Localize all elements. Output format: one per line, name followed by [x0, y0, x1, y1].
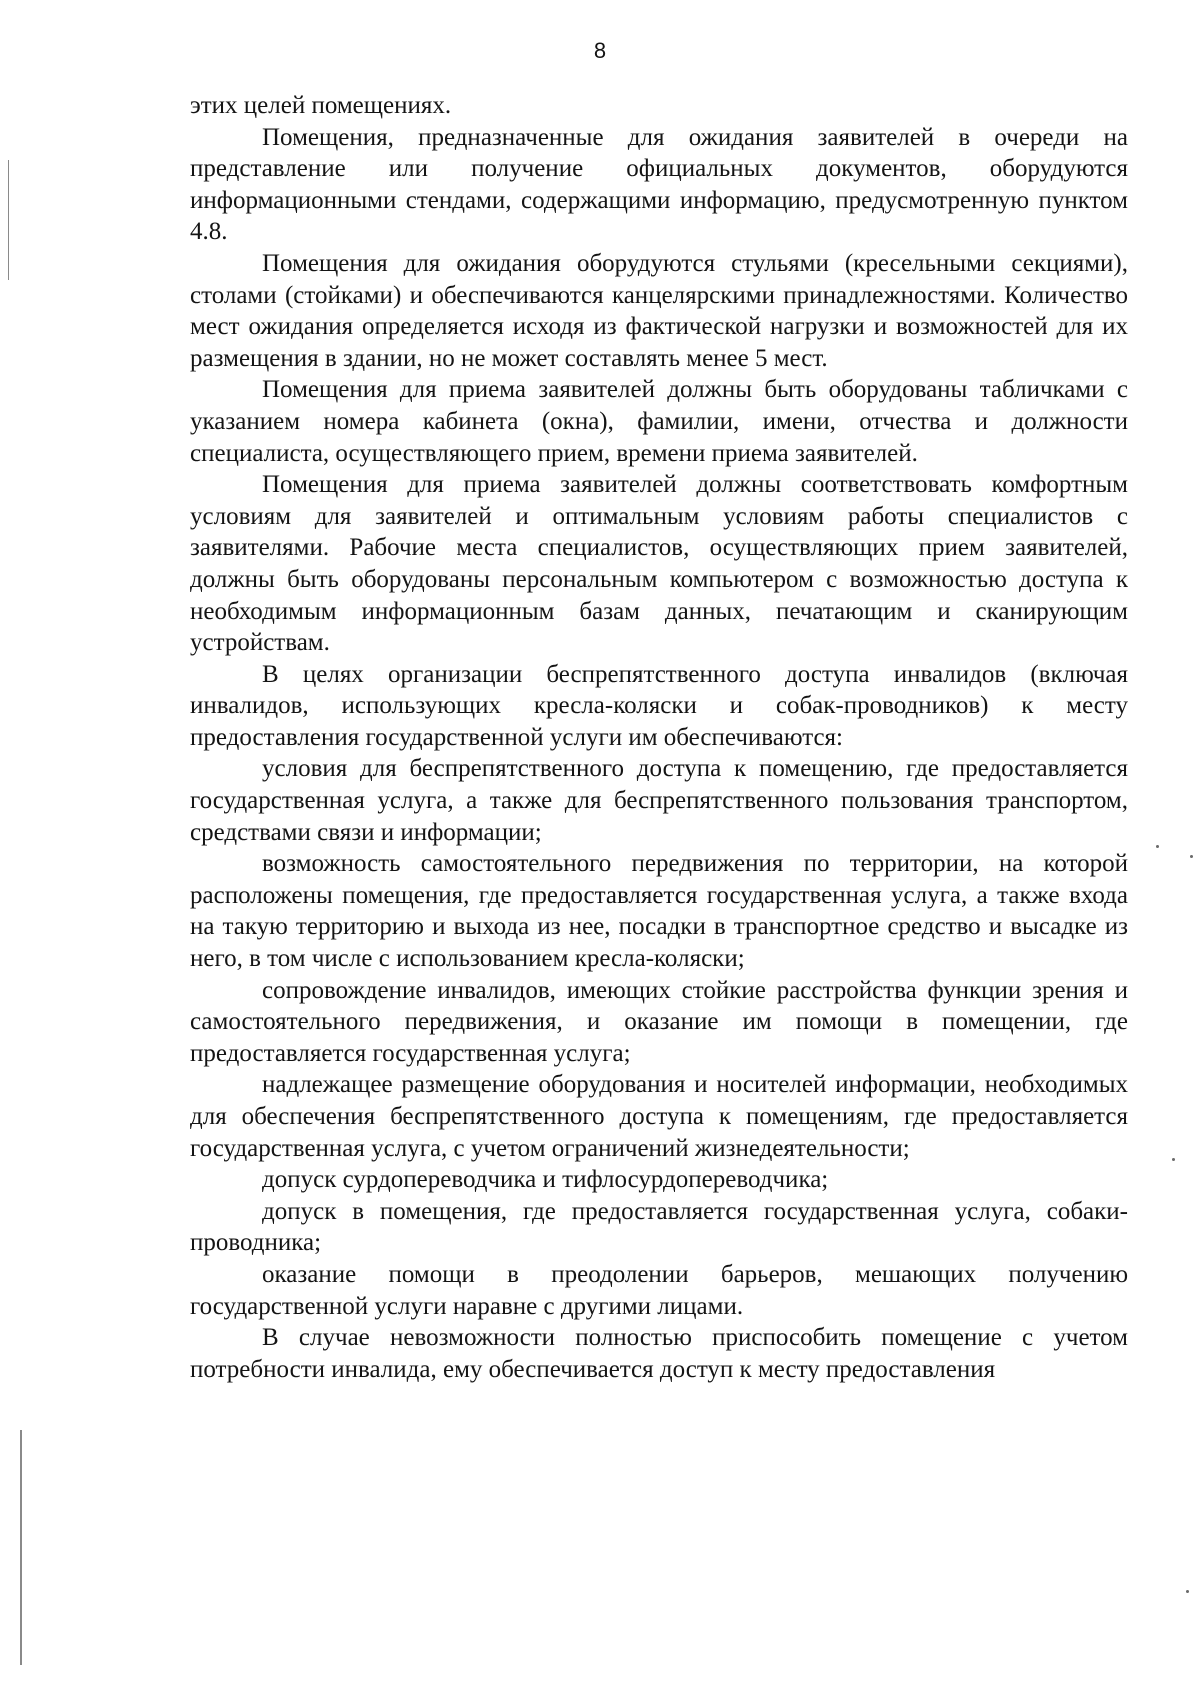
scan-speck: [1186, 1590, 1189, 1593]
paragraph: Помещения, предназначенные для ожидания заявителей в очереди на представление или получение официальных документов, оборудуются информационными стендами, содержащими информацию, предусмотренную пунктом 4.8.: [190, 123, 1128, 246]
paragraph: сопровождение инвалидов, имеющих стойкие расстройства функции зрения и самостоятельного передвижения, и оказание им помощи в помещении, где предоставляется государственная услуга;: [190, 976, 1128, 1067]
scan-margin-line-lower: [20, 1430, 22, 1665]
paragraph: этих целей помещениях.: [190, 92, 452, 119]
scan-speck: [1156, 845, 1159, 848]
scan-speck: [1172, 1158, 1175, 1161]
paragraph: допуск в помещения, где предоставляется государственная услуга, собаки-проводника;: [190, 1197, 1128, 1257]
scan-margin-line-upper: [8, 160, 9, 280]
paragraph: Помещения для приема заявителей должны быть оборудованы табличками с указанием номера кабинета (окна), фамилии, имени, отчества и должности специалиста, осуществляющего прием, времени приема заявителей.: [190, 376, 1128, 467]
paragraph: Помещения для ожидания оборудуются стульями (кресельными секциями), столами (стойками) и обеспечиваются канцелярскими принадлежностями. Количество мест ожидания определяется исходя из фактической нагрузки и возможностей для их размещения в здании, но не может составлять менее 5 мест.: [190, 249, 1128, 372]
document-body: [190, 90, 1128, 1385]
paragraph: допуск сурдопереводчика и тифлосурдопереводчика;: [262, 1166, 829, 1194]
paragraph: В целях организации беспрепятственного доступа инвалидов (включая инвалидов, использующих кресла-коляски и собак-проводников) к месту предоставления государственной услуги им обеспечиваются:: [190, 660, 1128, 751]
paragraph: оказание помощи в преодолении барьеров, мешающих получению государственной услуги наравне с другими лицами.: [190, 1260, 1128, 1320]
paragraph: В случае невозможности полностью приспособить помещение с учетом потребности инвалида, ему обеспечивается доступ к месту предоставления: [190, 1324, 1128, 1383]
paragraph: Помещения для приема заявителей должны соответствовать комфортным условиям для заявителей и оптимальным условиям работы специалистов с заявителями. Рабочие места специалистов, осуществляющих прием заявителей, должны быть оборудованы персональным компьютером с возможностью доступа к необходимым информационным базам данных, печатающим и сканирующим устройствам.: [190, 471, 1128, 657]
paragraph: условия для беспрепятственного доступа к помещению, где предоставляется государственная услуга, а также для беспрепятственного пользования транспортом, средствами связи и информации;: [190, 755, 1128, 846]
paragraph: возможность самостоятельного передвижения по территории, на которой расположены помещения, где предоставляется государственная услуга, а также входа на такую территорию и выхода из нее, посадки в транспортное средство и высадке из него, в том числе с использованием кресла-коляски;: [190, 850, 1128, 973]
scan-speck: [1190, 855, 1193, 858]
paragraph: надлежащее размещение оборудования и носителей информации, необходимых для обеспечения беспрепятственного доступа к помещениям, где предоставляется государственная услуга, с учетом ограничений жизнедеятельности;: [190, 1071, 1128, 1162]
page-number: 8: [593, 38, 607, 63]
